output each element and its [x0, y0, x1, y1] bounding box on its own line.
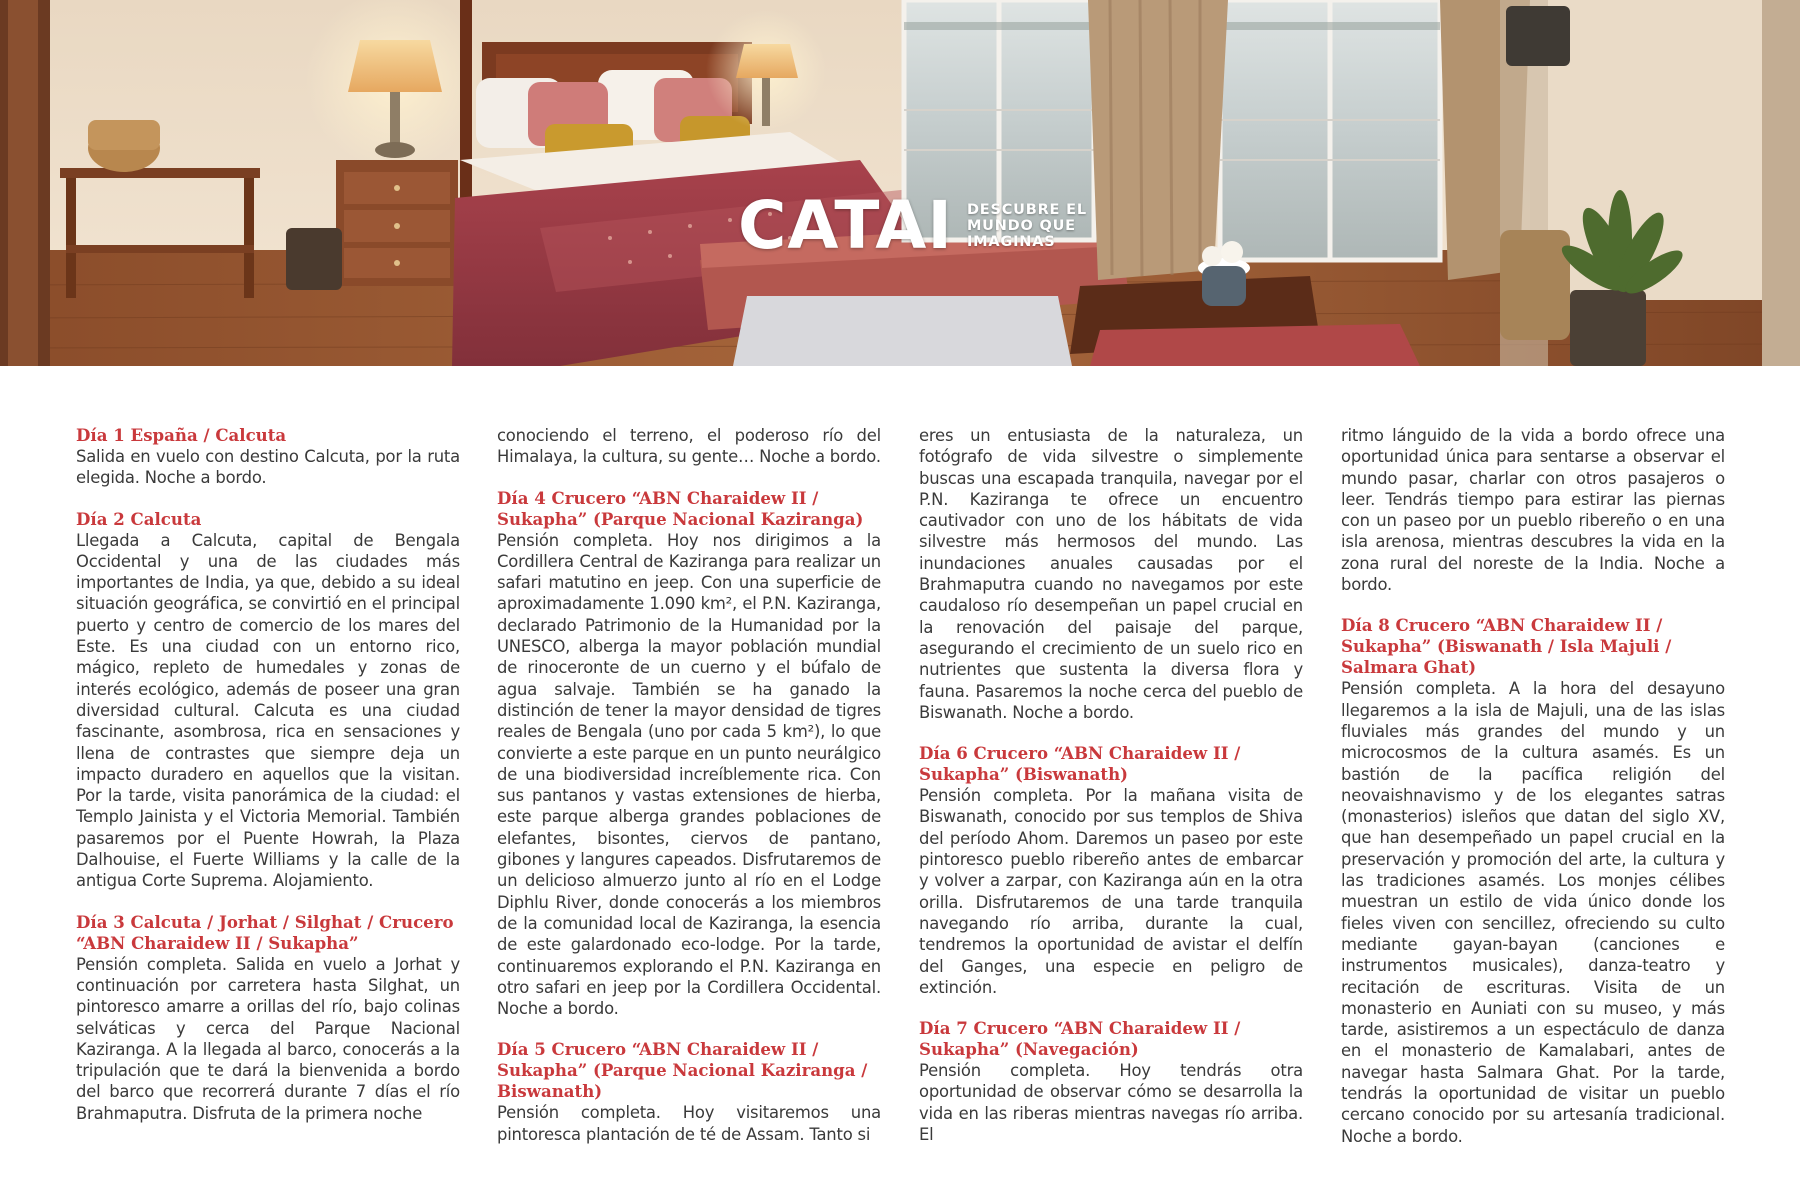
- day-title: Día 4 Crucero “ABN Charaidew II / Sukapha” (Parque Nacional Kaziranga): [497, 487, 864, 529]
- day-title: Día 2 Calcuta: [76, 508, 202, 529]
- day-title: Día 7 Crucero “ABN Charaidew II / Sukapha” (Navegación): [919, 1018, 1241, 1060]
- itinerary-day-8: [1341, 615, 1725, 1147]
- day-title: Día 5 Crucero “ABN Charaidew II / Sukapha” (Parque Nacional Kaziranga / Biswanath): [497, 1039, 868, 1102]
- day-body: Pensión completa. Hoy tendrás otra oportunidad de observar cómo se desarrolla la vida en las riberas mientras navegas río arriba. El: [919, 1061, 1303, 1145]
- day-body: Pensión completa. Hoy nos dirigimos a la Cordillera Central de Kaziranga para realizar un safari matutino en jeep. Con una superficie de aproximadamente 1.090 km², el P.N. Kaziranga, declarado Patrimonio de la Humanidad por la UNESCO, alberga la mayor población mundial de rinoceronte de un cuerno y el búfalo de agua salvaje. También se ha ganado la distinción de tener la mayor densidad de tigres reales de Bengala (uno por cada 5 km²), lo que convierte a este parque en un punto neurálgico de una biodiversidad increíblemente rica. Con sus pantanos y vastas extensiones de hierba, este parque alberga grandes poblaciones de elefantes, bisontes, ciervos de pantano, gibones y langures capeados. Disfrutaremos de un delicioso almuerzo junto al río en el Lodge Diphlu River, donde conocerás a los miembros de la comunidad local de Kaziranga, la esencia de este galardonado eco-lodge. Por la tarde, continuaremos explorando el P.N. Kaziranga en otro safari en jeep por la Cordillera Occidental. Noche a bordo.: [497, 530, 881, 1019]
- day-title: Día 3 Calcuta / Jorhat / Silghat / Crucero “ABN Charaidew II / Sukapha”: [76, 911, 454, 953]
- itinerary-day-7-continued: [1341, 425, 1725, 595]
- text-column-1: [76, 425, 460, 1144]
- itinerary-day-6: [919, 743, 1303, 998]
- itinerary-day-2: [76, 509, 460, 892]
- day-body: Pensión completa. A la hora del desayuno llegaremos a la isla de Majuli, una de las islas fluviales más grandes del mundo y un microcosmos de la cultura asamés. Es un bastión de la pacífica religión del neovaishnavismo y de los elegantes satras (monasterios) isleños que datan del siglo XV, que han desempeñado un papel crucial en la preservación y promoción del arte, la cultura y las tradiciones asamés. Los monjes célibes muestran un estilo de vida único donde los fieles viven con sencillez, ofreciendo su culto mediante gayan-bayan (canciones e instrumentos musicales), danza-teatro y recitación de escrituras. Visita de un monasterio en Auniati con su museo, y más tarde, asistiremos a un espectáculo de danza en el monasterio de Kamalabari, antes de navegar hasta Salmara Ghat. Por la tarde, tendrás la oportunidad de visitar un pueblo cercano conocido por su artesanía tradicional. Noche a bordo.: [1341, 679, 1725, 1146]
- itinerary-day-3-continued: [497, 425, 881, 468]
- day-body: Salida en vuelo con destino Calcuta, por la ruta elegida. Noche a bordo.: [76, 447, 460, 488]
- text-column-3: [919, 425, 1303, 1165]
- day-title: Día 6 Crucero “ABN Charaidew II / Sukapha” (Biswanath): [919, 743, 1241, 785]
- day-body: Llegada a Calcuta, capital de Bengala Occidental y una de las ciudades más importantes de India, ya que, debido a su ideal situación geográfica, se convirtió en el principal puerto y centro de comercio de los mares del Este. Es una ciudad con un entorno rico, mágico, repleto de humedales y zonas de interés ecológico, además de poseer una gran diversidad cultural. Calcuta es una ciudad fascinante, asombrosa, rica en sensaciones y llena de contrastes que siempre deja un impacto duradero en aquellos que la visitan. Por la tarde, visita panorámica de la ciudad: el Templo Jainista y el Victoria Memorial. También pasaremos por el Puente Howrah, la Plaza Dalhouise, el Fuerte Williams y la calle de la antigua Corte Suprema. Alojamiento.: [76, 530, 460, 891]
- itinerary-day-3: [76, 912, 460, 1124]
- text-column-4: [1341, 425, 1725, 1167]
- itinerary-day-5: [497, 1039, 881, 1145]
- itinerary-day-1: [76, 425, 460, 489]
- day-body: Pensión completa. Por la mañana visita de Biswanath, conocido por sus templos de Shiva del período Ahom. Daremos un paseo por este pintoresco pueblo ribereño antes de embarcar y volver a zarpar, con Kaziranga aún en la otra orilla. Disfrutaremos de una tarde tranquila navegando río arriba, durante la cual, tendremos la oportunidad de avistar el delfín del Ganges, una especie en peligro de extinción.: [919, 786, 1303, 997]
- itinerary-day-5-continued: [919, 425, 1303, 723]
- text-column-2: [497, 425, 881, 1165]
- brand-tagline: DESCUBRE EL MUNDO QUE IMAGINAS: [966, 202, 1087, 250]
- itinerary-day-7: [919, 1018, 1303, 1145]
- brand-logo: [738, 187, 1117, 264]
- hero-photo: [0, 0, 1800, 366]
- day-title: Día 1 España / Calcuta: [76, 425, 287, 445]
- itinerary-day-4: [497, 488, 881, 1020]
- day-title: Día 8 Crucero “ABN Charaidew II / Sukapha” (Biswanath / Isla Majuli / Salmara Ghat): [1341, 615, 1672, 678]
- day-body: Pensión completa. Hoy visitaremos una pintoresca plantación de té de Assam. Tanto si: [497, 1103, 881, 1144]
- day-body: Pensión completa. Salida en vuelo a Jorhat y continuación por carretera hasta Silghat, un pintoresco amarre a orillas del río, bajo colinas selváticas y cerca del Parque Nacional Kaziranga. A la llegada al barco, conocerás a la tripulación que te dará la bienvenida a bordo del barco que recorrerá durante 7 días el río Brahmaputra. Disfruta de la primera noche: [76, 954, 460, 1123]
- day-body: ritmo lánguido de la vida a bordo ofrece una oportunidad única para sentarse a observar el mundo pasar, charlar con otros pasajeros o leer. Tendrás tiempo para estirar las piernas con un paseo por un pueblo ribereño o en una isla arenosa, mientras descubres la vida en la zona rural del noreste de la India. Noche a bordo.: [1341, 426, 1725, 595]
- brand-name: CATAI: [738, 187, 953, 264]
- cabin-bedroom-illustration: [0, 0, 1800, 366]
- day-body: conociendo el terreno, el poderoso río del Himalaya, la cultura, su gente… Noche a bordo.: [497, 426, 881, 467]
- day-body: eres un entusiasta de la naturaleza, un fotógrafo de vida silvestre o simplemente buscas una escapada tranquila, navegar por el P.N. Kaziranga te ofrece un encuentro cautivador con uno de los hábitats de vida silvestre más hermosos del mundo. Las inundaciones anuales causadas por el Brahmaputra cuando no navegamos por este caudaloso río desempeñan un papel crucial en la renovación del paisaje del parque, asegurando el crecimiento de un suelo rico en nutrientes que sustenta la diversa flora y fauna. Pasaremos la noche cerca del pueblo de Biswanath. Noche a bordo.: [919, 426, 1303, 722]
